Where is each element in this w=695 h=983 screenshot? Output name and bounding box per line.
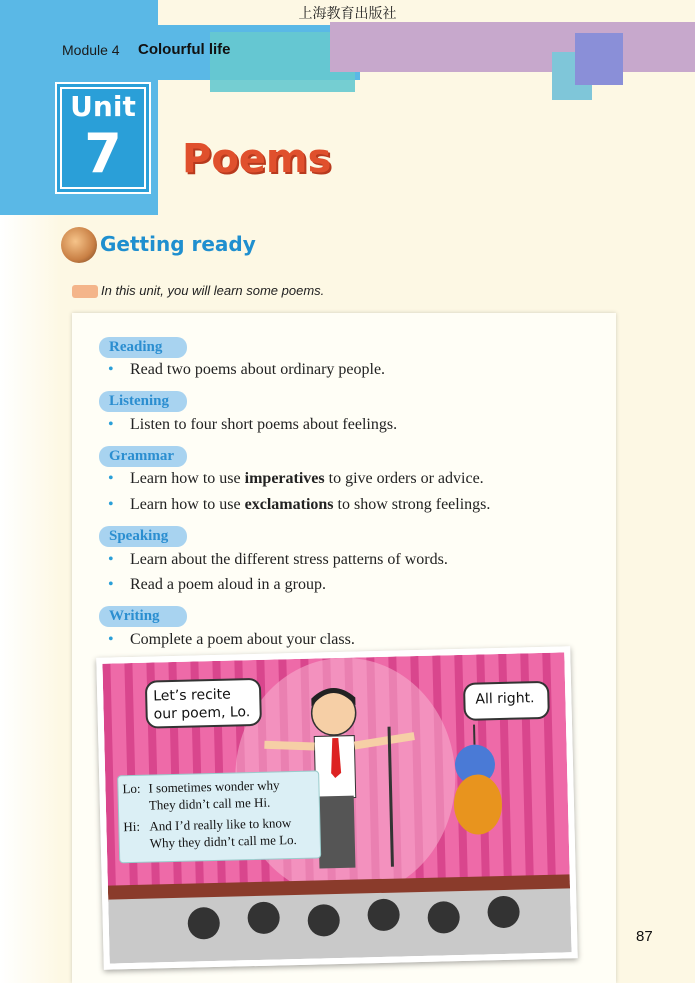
intro-marker	[72, 285, 98, 298]
page-number: 87	[636, 928, 653, 945]
unit-badge	[55, 82, 151, 194]
list-item: • Learn how to use imperatives to give orders or advice.	[130, 470, 484, 488]
unit-number: 7	[84, 122, 122, 185]
tag-listening: Listening	[99, 391, 187, 412]
module-title: Colourful life	[138, 41, 231, 58]
list-item: • Learn about the different stress patterns of words.	[130, 551, 448, 569]
section-heading: Getting ready	[100, 232, 256, 256]
tag-writing: Writing	[99, 606, 187, 627]
list-item: • Listen to four short poems about feelings.	[130, 416, 397, 434]
pencil-icon	[61, 227, 97, 263]
intro-text: In this unit, you will learn some poems.	[101, 283, 325, 298]
unit-word: Unit	[70, 90, 136, 123]
tag-grammar: Grammar	[99, 446, 187, 467]
list-item: • Complete a poem about your class.	[130, 631, 355, 649]
speech-bubble-left: Let’s recite our poem, Lo.	[145, 678, 262, 729]
module-label: Module 4	[62, 42, 120, 58]
cartoon-illustration	[96, 646, 577, 969]
tag-speaking: Speaking	[99, 526, 187, 547]
list-item: • Read two poems about ordinary people.	[130, 361, 385, 379]
list-item: • Read a poem aloud in a group.	[130, 576, 326, 594]
decor-square	[575, 33, 623, 85]
list-item: • Learn how to use exclamations to show strong feelings.	[130, 496, 490, 514]
unit-title: Poems	[182, 136, 332, 182]
publisher-header: 上海教育出版社	[298, 6, 397, 22]
tag-reading: Reading	[99, 337, 187, 358]
speech-bubble-right: All right.	[463, 681, 550, 721]
poem-box: Lo: I sometimes wonder why They didn’t call me Hi. Hi: And I’d really like to know Why they didn’t call me Lo.	[117, 770, 321, 863]
decor-purple-band	[330, 22, 695, 72]
